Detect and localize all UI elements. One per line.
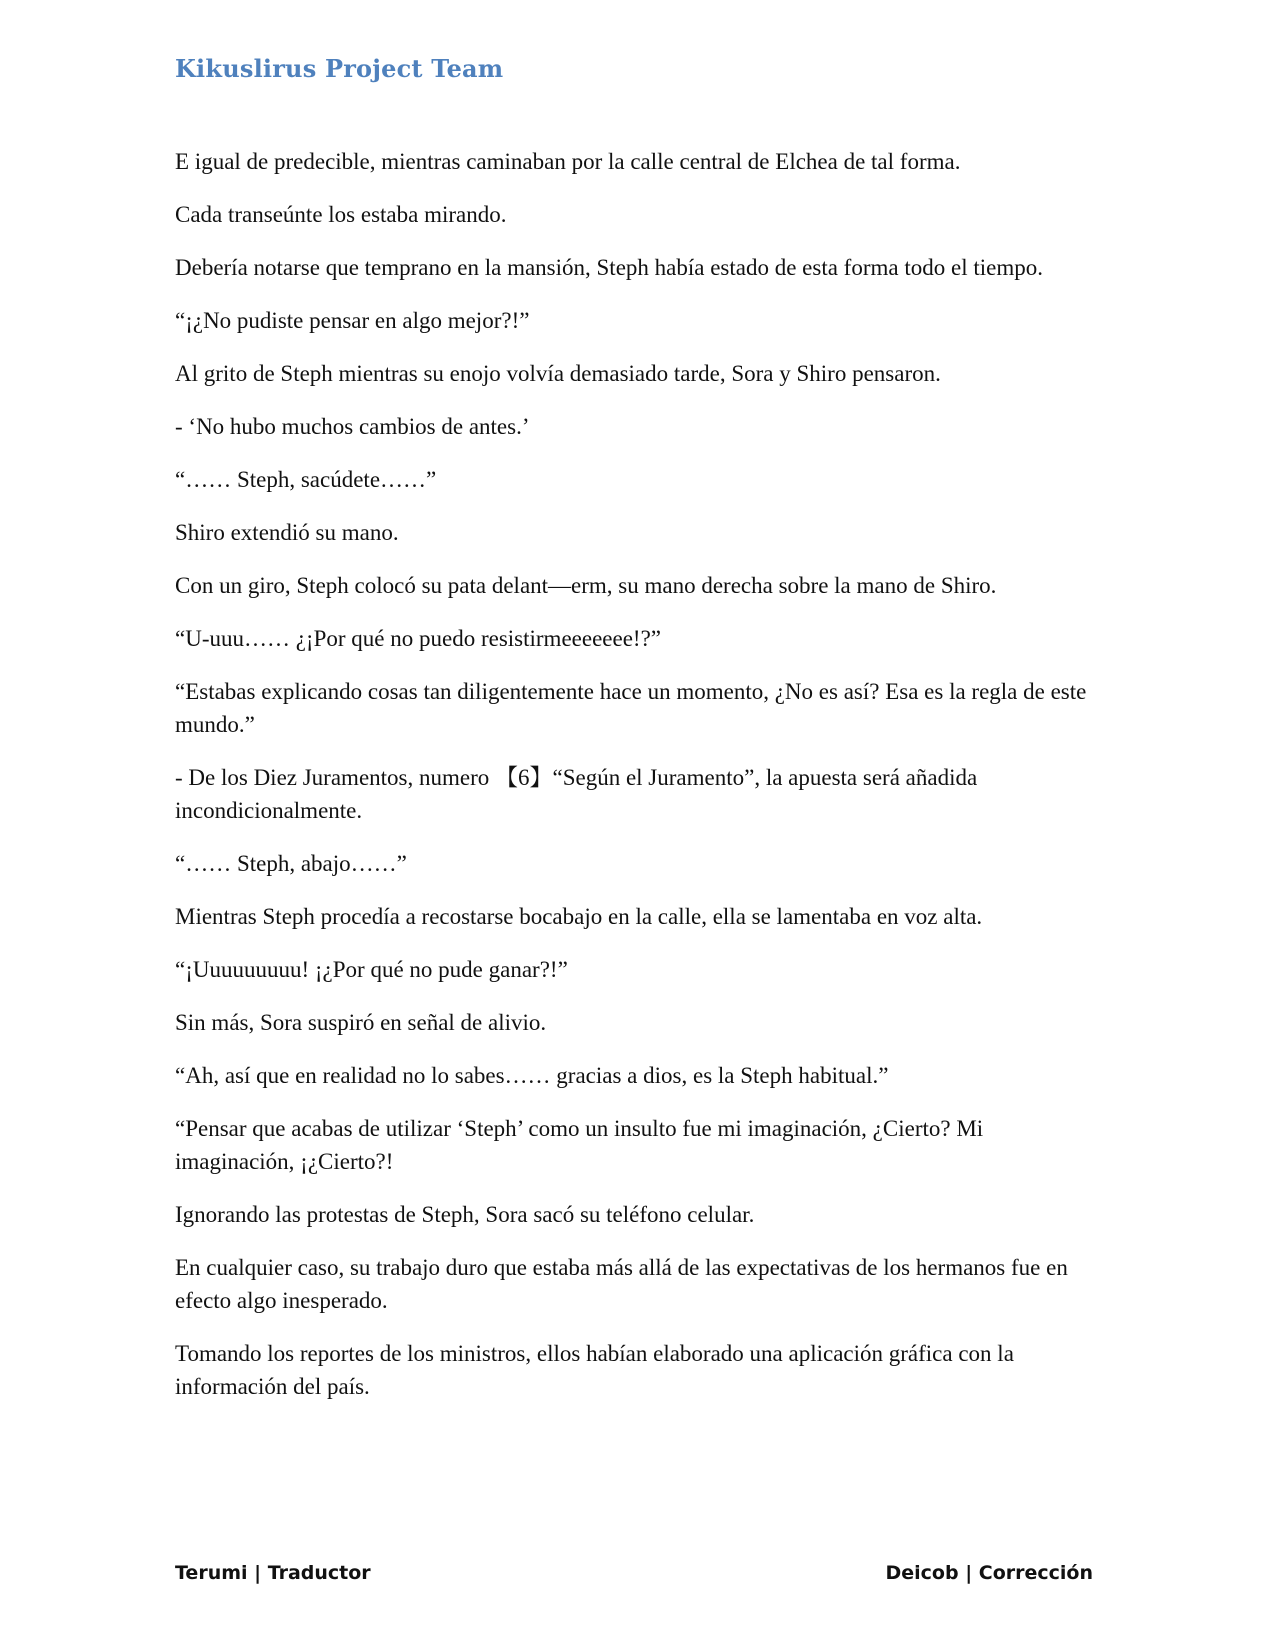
paragraph: Tomando los reportes de los ministros, ellos habían elaborado una aplicación gráfica con la información del país. [175, 1341, 1014, 1399]
paragraph: “…… Steph, abajo……” [175, 851, 407, 876]
paragraph: “Estabas explicando cosas tan diligentemente hace un momento, ¿No es así? Esa es la regla de este mundo.” [175, 679, 1087, 737]
paragraph: - De los Diez Juramentos, numero 【6】“Según el Juramento”, la apuesta será añadida incondicionalmente. [175, 765, 978, 823]
paragraph: En cualquier caso, su trabajo duro que estaba más allá de las expectativas de los hermanos fue en efecto algo inesperado. [175, 1255, 1068, 1313]
document-body [175, 145, 1095, 1423]
paragraph: Shiro extendió su mano. [175, 520, 399, 545]
paragraph: “Pensar que acabas de utilizar ‘Steph’ como un insulto fue mi imaginación, ¿Cierto? Mi imaginación, ¡¿Cierto?! [175, 1116, 984, 1174]
footer-translator-credit: Terumi | Traductor [175, 1562, 371, 1584]
header-title: Kikuslirus Project Team [175, 54, 504, 83]
paragraph: Cada transeúnte los estaba mirando. [175, 202, 507, 227]
paragraph: Debería notarse que temprano en la mansión, Steph había estado de esta forma todo el tiempo. [175, 255, 1043, 280]
paragraph: “…… Steph, sacúdete……” [175, 467, 437, 492]
paragraph: Al grito de Steph mientras su enojo volvía demasiado tarde, Sora y Shiro pensaron. [175, 361, 941, 386]
paragraph: “¡Uuuuuuuuu! ¡¿Por qué no pude ganar?!” [175, 957, 568, 982]
footer-proofreader-credit: Deicob | Corrección [885, 1562, 1093, 1584]
paragraph: Ignorando las protestas de Steph, Sora sacó su teléfono celular. [175, 1202, 755, 1227]
paragraph: E igual de predecible, mientras caminaban por la calle central de Elchea de tal forma. [175, 149, 961, 174]
paragraph: “Ah, así que en realidad no lo sabes…… gracias a dios, es la Steph habitual.” [175, 1063, 889, 1088]
paragraph: Sin más, Sora suspiró en señal de alivio. [175, 1010, 547, 1035]
paragraph: - ‘No hubo muchos cambios de antes.’ [175, 414, 530, 439]
paragraph: Con un giro, Steph colocó su pata delant—erm, su mano derecha sobre la mano de Shiro. [175, 573, 997, 598]
paragraph: Mientras Steph procedía a recostarse bocabajo en la calle, ella se lamentaba en voz alta. [175, 904, 983, 929]
page-footer [175, 1562, 1093, 1584]
paragraph: “U-uuu…… ¿¡Por qué no puedo resistirmeeeeeee!?” [175, 626, 661, 651]
paragraph: “¡¿No pudiste pensar en algo mejor?!” [175, 308, 530, 333]
